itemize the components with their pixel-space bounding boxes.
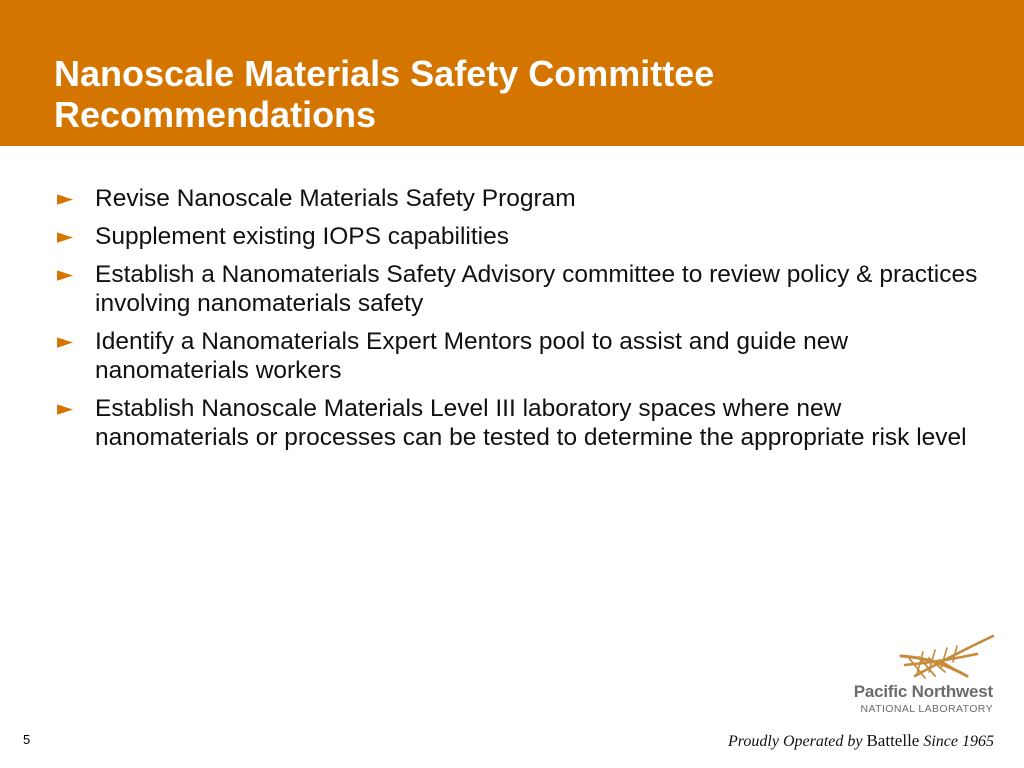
bullet-text: Identify a Nanomaterials Expert Mentors pool to assist and guide new nanomaterials workers	[95, 328, 849, 384]
footer-operated-by	[690, 731, 994, 752]
bullet-text: Revise Nanoscale Materials Safety Program	[95, 185, 576, 212]
slide-number: 5	[23, 732, 31, 747]
bullet-arrow-icon: ►	[57, 224, 74, 248]
footer-operated-prefix: Proudly Operated by	[727, 733, 863, 750]
bullet-arrow-icon: ►	[57, 262, 74, 286]
bullet-text: Establish Nanoscale Materials Level III laboratory spaces where new nanomaterials or processes can be tested to determine the appropriate risk level	[95, 395, 967, 451]
bullet-item	[55, 260, 985, 318]
bullet-item	[55, 394, 985, 452]
bullet-item	[55, 222, 985, 251]
bullet-arrow-icon: ►	[57, 329, 74, 353]
bullet-item	[55, 327, 985, 385]
logo-subtitle: NATIONAL LABORATORY	[860, 703, 993, 715]
footer-brand: Battelle	[866, 731, 920, 750]
bullet-arrow-icon: ►	[57, 186, 74, 210]
bullet-item	[55, 184, 985, 213]
bullet-arrow-icon: ►	[57, 396, 74, 420]
logo-name: Pacific Northwest	[853, 682, 993, 701]
bullet-text: Establish a Nanomaterials Safety Advisory committee to review policy & practices involving nanomaterials safety	[95, 261, 978, 317]
bullet-list	[55, 184, 985, 461]
bullet-text: Supplement existing IOPS capabilities	[95, 223, 509, 250]
slide-title: Nanoscale Materials Safety Committee Recommendations	[54, 53, 715, 135]
footer-since: Since 1965	[923, 733, 994, 750]
title-bar	[0, 0, 1024, 146]
pnnl-logo-mark-icon	[895, 632, 995, 684]
